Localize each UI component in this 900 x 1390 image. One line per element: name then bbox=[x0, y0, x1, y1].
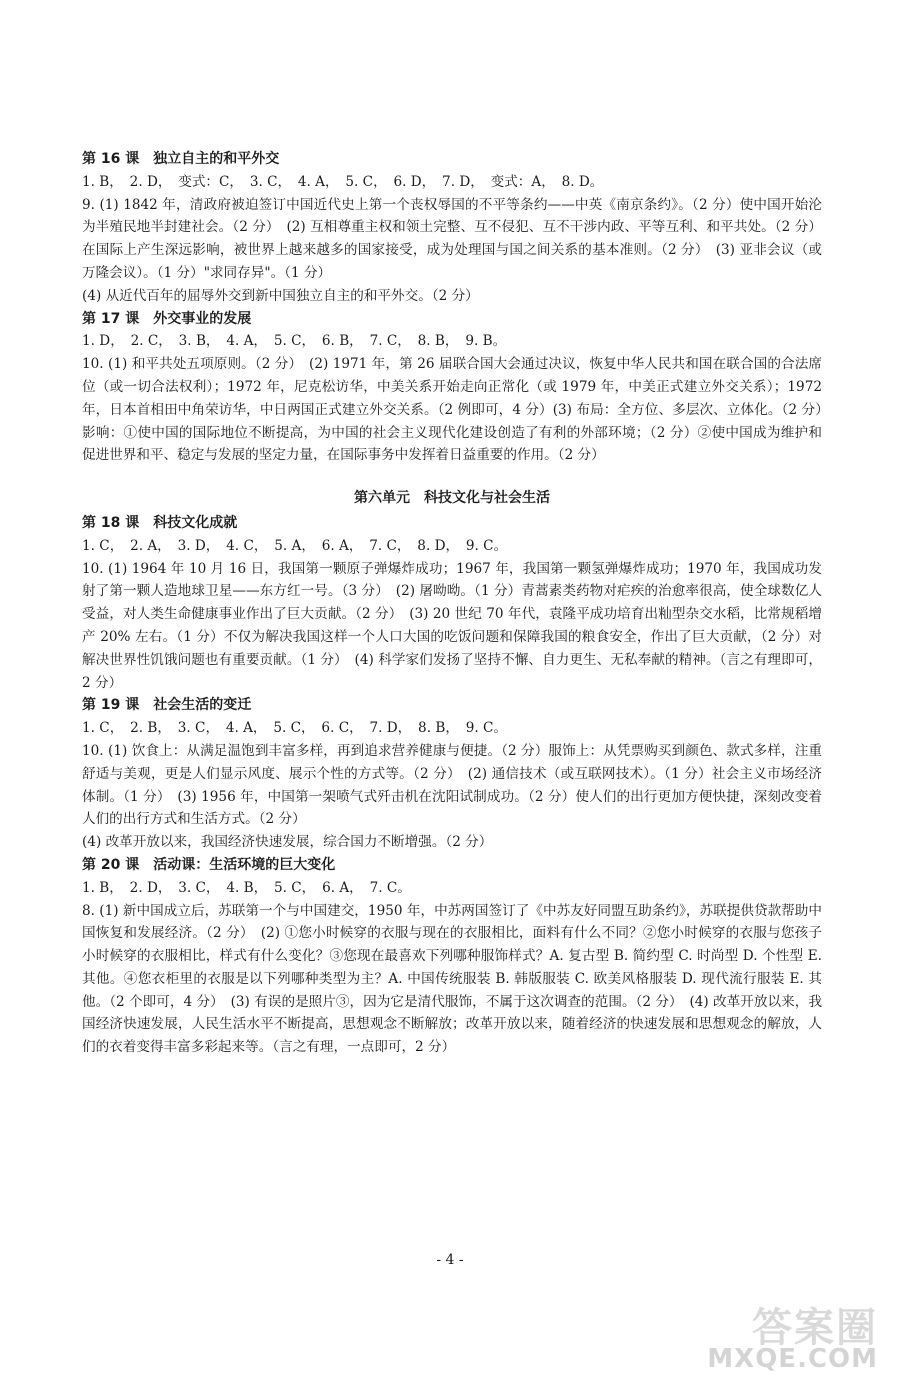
answer-line: 1. C， 2. A， 3. D， 4. C， 5. A， 6. A， 7. C， 8. D， 9. C。 bbox=[82, 537, 508, 554]
watermark-logo: 答案圈 bbox=[752, 1305, 878, 1351]
answer-line: 1. D， 2. C， 3. B， 4. A， 5. C， 6. B， 7. C， 8. B， 9. B。 bbox=[82, 333, 507, 350]
lesson-heading: 第 16 课 独立自主的和平外交 bbox=[82, 151, 280, 167]
lesson-18 bbox=[82, 512, 822, 694]
unit-title: 第六单元 科技文化与社会生活 bbox=[354, 490, 550, 507]
answer-line: 1. B， 2. D， 3. C， 4. B， 5. C， 6. A， 7. C。 bbox=[82, 879, 411, 896]
answer-paragraph: 8. (1) 新中国成立后，苏联第一个与中国建交，1950 年，中苏两国签订了《中苏友好同盟互助条约》，苏联提供贷款帮助中国恢复和发展经济。（2 分） (2) ①您小时候穿的衣服与现在的衣服相比，面料有什么不同？②您小时候穿的衣服与您孩子小时候穿的衣服相比，样式有什么变化？③您现在最喜欢下列哪种服饰样式？A. 复古型 B. 简约型 C. 时尚型 D. 个性型 E. 其他。④您衣柜里的衣服是以下列哪种类型为主？A. 中国传统服装 B. 韩版服装 C. 欧美风格服装 D. 现代流行服装 E. 其他。（2 个即可，4 分） (3) 有误的是照片③，因为它是清代服饰，不属于这次调查的范围。（2 分） (4) 改革开放以来，我国经济快速发展，人民生活水平不断提高，思想观念不断解放；改革开放以来，随着经济的快速发展和思想观念的解放，人们的衣着变得丰富多彩起来等。（言之有理，一点即可，2 分） bbox=[82, 902, 822, 1056]
answer-paragraph: 9. (1) 1842 年，清政府被迫签订中国近代史上第一个丧权辱国的不平等条约——中英《南京条约》。（2 分）使中国开始沦为半殖民地半封建社会。（2 分） (2) 互相尊重主权和领土完整、互不侵犯、互不干涉内政、平等互利、和平共处。（2 分）在国际上产生深远影响，被世界上越来越多的国家接受，成为处理国与国之间关系的基本准则。（2 分） (3) 亚非会议（或万隆会议）。（1 分）"求同存异"。（1 分） bbox=[82, 196, 822, 281]
answer-line: 1. C， 2. B， 3. C， 4. A， 5. C， 6. C， 7. D， 8. B， 9. C。 bbox=[82, 720, 508, 737]
watermark bbox=[706, 1296, 886, 1382]
answer-paragraph: 10. (1) 饮食上：从满足温饱到丰富多样，再到追求营养健康与便捷。（2 分）服饰上：从凭票购买到颜色、款式多样，注重舒适与美观，更是人们显示风度、展示个性的方式等。（2 分） (2) 通信技术（或互联网技术）。（1 分）社会主义市场经济体制。（1 分） (3) 1956 年，中国第一架喷气式歼击机在沈阳试制成功。（2 分）使人们的出行更加方便快捷，深刻改变着人们的出行方式和生活方式。（2 分） bbox=[82, 742, 822, 828]
lesson-heading: 第 18 课 科技文化成就 bbox=[82, 514, 238, 531]
answer-paragraph: (4) 改革开放以来，我国经济快速发展，综合国力不断增强。（2 分） bbox=[82, 834, 493, 851]
answer-paragraph: 10. (1) 1964 年 10 月 16 日，我国第一颗原子弹爆炸成功；1967 年，我国第一颗氢弹爆炸成功；1970 年，我国成功发射了第一颗人造地球卫星——东方红一号。（3 分） (2) 屠呦呦。（1 分）青蒿素类药物对疟疾的治愈率很高，使全球数亿人受益，对人类生命健康事业作出了巨大贡献。（2 分） (3) 20 世纪 70 年代，袁隆平成功培育出籼型杂交水稻，比常规稻增产 20% 左右。（1 分）不仅为解决我国这样一个人口大国的吃饭问题和保障我国的粮食安全，作出了巨大贡献，（2 分）对解决世界性饥饿问题也有重要贡献。（1 分） (4) 科学家们发扬了坚持不懈、自力更生、无私奉献的精神。（言之有理即可，2 分） bbox=[82, 560, 822, 691]
lesson-20 bbox=[82, 854, 822, 1059]
lesson-heading: 第 17 课 外交事业的发展 bbox=[82, 310, 252, 327]
answer-line: 1. B， 2. D， 变式：C， 3. C， 4. A， 5. C， 6. D， 7. D， 变式：A， 8. D。 bbox=[82, 173, 604, 190]
answer-paragraph: (4) 从近代百年的屈辱外交到新中国独立自主的和平外交。（2 分） bbox=[82, 287, 479, 304]
page-number: - 4 - bbox=[436, 1252, 464, 1268]
answer-page bbox=[82, 148, 822, 1059]
lesson-19 bbox=[82, 694, 822, 854]
lesson-heading: 第 19 课 社会生活的变迁 bbox=[82, 697, 252, 714]
answer-paragraph: 10. (1) 和平共处五项原则。（2 分） (2) 1971 年，第 26 届联合国大会通过决议，恢复中华人民共和国在联合国的合法席位（或一切合法权利）；1972 年，尼克松访华，中美关系开始走向正常化（或 1979 年，中美正式建立外交关系）；1972 年，日本首相田中角荣访华，中日两国正式建立外交关系。（2 例即可，4 分）(3) 布局：全方位、多层次、立体化。（2 分）影响：①使中国的国际地位不断提高，为中国的社会主义现代化建设创造了有利的外部环境；（2 分）②使中国成为维护和促进世界和平、稳定与发展的坚定力量，在国际事务中发挥着日益重要的作用。（2 分） bbox=[82, 356, 822, 464]
lesson-16 bbox=[82, 148, 822, 308]
watermark-url: MXQE.COM bbox=[707, 1344, 878, 1374]
lesson-heading: 第 20 课 活动课：生活环境的巨大变化 bbox=[82, 856, 336, 873]
lesson-17 bbox=[82, 308, 822, 468]
